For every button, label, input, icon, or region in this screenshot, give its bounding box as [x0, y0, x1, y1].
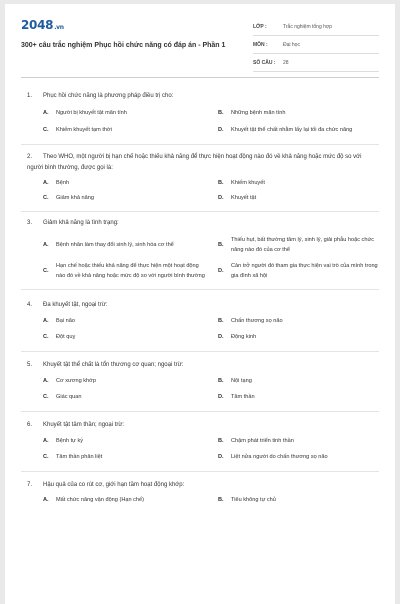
document-meta: [253, 18, 379, 72]
question-number: 2.: [27, 154, 33, 160]
option-text: Giảm khả năng: [56, 195, 94, 201]
option-key: A.: [43, 318, 49, 324]
option-key: C.: [43, 334, 49, 340]
option-text: Động kinh: [231, 334, 257, 340]
option-text: Chấn thương sọ não: [231, 318, 283, 324]
option-text: Khuyết tật thể chất nhằm lấy lại tối đa chức năng: [231, 127, 353, 133]
answer-option[interactable]: [218, 392, 393, 402]
option-key: D.: [218, 454, 224, 460]
option-text: Tâm thần: [231, 394, 255, 400]
question-text: [21, 218, 379, 229]
option-key: C.: [43, 268, 49, 274]
answer-option[interactable]: [218, 452, 393, 462]
option-text: Chậm phát triển tinh thần: [231, 438, 294, 444]
meta-row-class: [253, 18, 379, 36]
option-key: B.: [218, 438, 224, 444]
answer-option[interactable]: [43, 193, 218, 203]
question-text: [21, 300, 379, 311]
option-text: Mất chức năng vận động (Hạn chế): [56, 497, 145, 503]
meta-value: Trắc nghiệm tổng hợp: [283, 23, 332, 30]
option-text: Khiếm khuyết tạm thời: [56, 127, 112, 133]
option-text: Tâm thần phân liệt: [56, 454, 103, 460]
option-text: Khiếm khuyết: [231, 180, 265, 186]
answer-options: [21, 495, 379, 505]
answer-option[interactable]: [43, 392, 218, 402]
option-text: Thiếu hụt, bất thường tâm lý, sinh lý, giải phẫu hoặc chức năng nào đó của cơ thể: [231, 237, 374, 253]
option-key: A.: [43, 242, 49, 248]
question-prompt: Giảm khả năng là tình trạng:: [43, 220, 119, 226]
question-item: [21, 412, 379, 472]
answer-option[interactable]: [218, 261, 393, 281]
option-key: A.: [43, 110, 49, 116]
answer-option[interactable]: [43, 316, 218, 326]
site-logo[interactable]: [21, 18, 64, 32]
answer-option[interactable]: [43, 332, 218, 342]
option-text: Những bệnh mãn tính: [231, 110, 286, 116]
option-text: Cản trở người đó tham gia thực hiện vai trò của mình trong gia đình xã hội: [231, 263, 378, 279]
question-prompt: Hậu quả của co rút cơ, giới hạn tầm hoạt động khớp:: [43, 482, 185, 488]
answer-option[interactable]: [218, 436, 393, 446]
answer-options: [21, 108, 379, 135]
option-key: B.: [218, 180, 224, 186]
answer-options: [21, 178, 379, 203]
question-number: 4.: [27, 302, 33, 308]
option-key: C.: [43, 454, 49, 460]
answer-option[interactable]: [218, 495, 393, 505]
question-text: [21, 91, 379, 102]
option-key: A.: [43, 180, 49, 186]
question-number: 6.: [27, 422, 33, 428]
option-text: Bệnh tự kỷ: [56, 438, 84, 444]
answer-option[interactable]: [43, 178, 218, 188]
option-text: Bại não: [56, 318, 75, 324]
answer-option[interactable]: [43, 495, 218, 505]
question-list: [21, 81, 379, 505]
option-text: Giác quan: [56, 394, 82, 400]
question-prompt: Phục hồi chức năng là phương pháp điều trị cho:: [43, 93, 174, 99]
option-key: B.: [218, 378, 224, 384]
answer-option[interactable]: [43, 452, 218, 462]
option-key: A.: [43, 497, 49, 503]
option-key: C.: [43, 394, 49, 400]
option-text: Hạn chế hoặc thiếu khả năng để thực hiện một hoạt động nào đó về khả năng hoặc mức độ so với người bình thường: [56, 263, 205, 279]
question-prompt: Đa khuyết tật, ngoại trừ:: [43, 302, 108, 308]
meta-row-subject: [253, 36, 379, 54]
option-text: Khuyết tật: [231, 195, 257, 201]
question-prompt: Khuyết tật tâm thần; ngoại trừ:: [43, 422, 125, 428]
meta-key: LỚP :: [253, 23, 267, 30]
header-divider: [21, 77, 379, 78]
question-text: [21, 420, 379, 431]
document-title: 300+ câu trắc nghiệm Phục hồi chức năng có đáp án - Phần 1: [21, 42, 226, 49]
question-number: 3.: [27, 220, 33, 226]
option-key: C.: [43, 195, 49, 201]
option-key: D.: [218, 334, 224, 340]
option-key: C.: [43, 127, 49, 133]
answer-option[interactable]: [218, 125, 393, 135]
answer-option[interactable]: [43, 261, 218, 281]
option-key: B.: [218, 318, 224, 324]
option-key: A.: [43, 378, 49, 384]
question-number: 5.: [27, 362, 33, 368]
option-key: D.: [218, 268, 224, 274]
answer-options: [21, 436, 379, 462]
meta-key: SỐ CÂU :: [253, 59, 276, 66]
option-text: Liệt nửa người do chấn thương sọ não: [231, 454, 328, 460]
answer-option[interactable]: [218, 376, 393, 386]
option-key: B.: [218, 242, 224, 248]
option-key: D.: [218, 195, 224, 201]
answer-option[interactable]: [218, 193, 393, 203]
document-header: [21, 18, 379, 74]
logo-text: 2048: [21, 18, 54, 32]
option-key: A.: [43, 438, 49, 444]
answer-options: [21, 235, 379, 281]
option-key: B.: [218, 497, 224, 503]
question-item: [21, 352, 379, 412]
option-text: Cơ xương khớp: [56, 378, 96, 384]
meta-row-count: [253, 54, 379, 72]
answer-option[interactable]: [43, 436, 218, 446]
question-text: [21, 152, 379, 174]
answer-option[interactable]: [218, 108, 393, 118]
answer-options: [21, 376, 379, 402]
question-prompt: Khuyết tật thể chất là tổn thương cơ quan; ngoại trừ:: [43, 362, 184, 368]
answer-option[interactable]: [218, 235, 393, 255]
option-text: Đột quỵ: [56, 334, 76, 340]
option-text: Tiêu không tự chủ: [231, 497, 276, 503]
question-prompt: Theo WHO, một người bị hạn chế hoặc thiếu khả năng để thực hiện hoạt động nào đó về khả năng hoặc mức độ so với người bình thường, được gọi là:: [27, 154, 362, 171]
option-text: Người bị khuyết tật mãn tính: [56, 110, 127, 116]
meta-value: 28: [283, 59, 289, 66]
answer-option[interactable]: [218, 332, 393, 342]
question-item: [21, 212, 379, 290]
answer-option[interactable]: [218, 178, 393, 188]
answer-option[interactable]: [43, 235, 218, 255]
question-number: 1.: [27, 93, 33, 99]
document-page: [5, 4, 395, 604]
question-item: [21, 290, 379, 352]
option-text: Nội tạng: [231, 378, 252, 384]
option-text: Bệnh: [56, 180, 70, 186]
answer-options: [21, 316, 379, 342]
logo-suffix: .vn: [54, 24, 64, 31]
answer-option[interactable]: [43, 108, 218, 118]
option-key: D.: [218, 127, 224, 133]
option-key: B.: [218, 110, 224, 116]
option-key: D.: [218, 394, 224, 400]
option-text: Bệnh nhân làm thay đổi sinh lý, sinh hóa cơ thể: [56, 242, 174, 248]
question-item: [21, 81, 379, 145]
meta-value: Đại học: [283, 41, 300, 48]
meta-key: MÔN :: [253, 41, 268, 48]
question-text: [21, 360, 379, 371]
question-number: 7.: [27, 482, 33, 488]
answer-option[interactable]: [218, 316, 393, 326]
question-item: [21, 145, 379, 212]
answer-option[interactable]: [43, 376, 218, 386]
question-text: [21, 480, 379, 491]
answer-option[interactable]: [43, 125, 218, 135]
question-item: [21, 472, 379, 505]
